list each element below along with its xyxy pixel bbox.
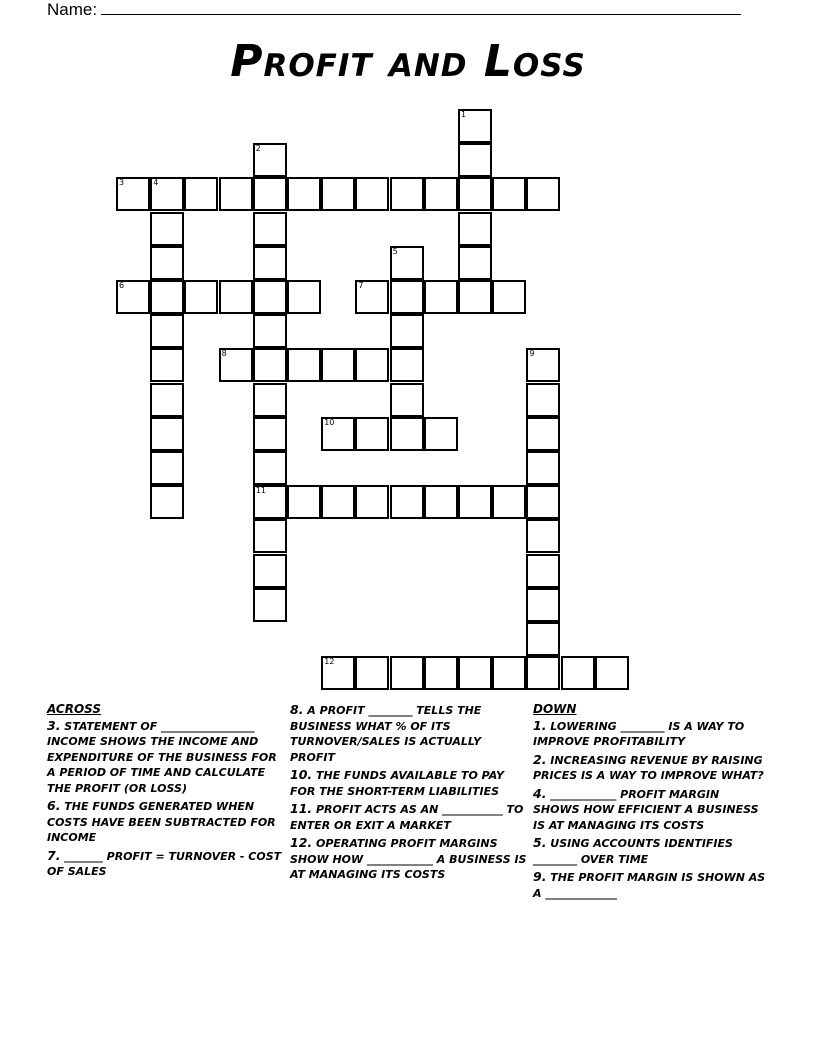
grid-cell[interactable] bbox=[321, 348, 355, 382]
grid-cell[interactable] bbox=[150, 485, 184, 519]
grid-cell[interactable] bbox=[150, 383, 184, 417]
grid-cell[interactable] bbox=[116, 280, 150, 314]
grid-cell[interactable] bbox=[390, 348, 424, 382]
grid-cell[interactable] bbox=[150, 246, 184, 280]
grid-cell[interactable] bbox=[253, 451, 287, 485]
grid-cell[interactable] bbox=[424, 656, 458, 690]
clue-number: 1 bbox=[461, 110, 467, 119]
grid-cell[interactable] bbox=[150, 177, 184, 211]
grid-cell[interactable] bbox=[458, 109, 492, 143]
grid-cell[interactable] bbox=[184, 280, 218, 314]
grid-cell[interactable] bbox=[595, 656, 629, 690]
clue-number: 5 bbox=[392, 246, 398, 256]
clue-number: 7 bbox=[358, 281, 364, 290]
grid-cell[interactable] bbox=[150, 280, 184, 314]
grid-cell[interactable] bbox=[253, 588, 287, 622]
grid-cell[interactable] bbox=[253, 348, 287, 382]
clue-across-7: 7. _______ PROFIT = TURNOVER - COST OF SALES bbox=[47, 847, 282, 878]
clue-number: 9 bbox=[529, 349, 535, 359]
grid-cell[interactable] bbox=[458, 656, 492, 690]
grid-cell[interactable] bbox=[355, 485, 389, 519]
grid-cell[interactable] bbox=[355, 177, 389, 211]
grid-cell[interactable] bbox=[526, 485, 560, 519]
clue-across-10: 10. THE FUNDS AVAILABLE TO PAY FOR THE SHORT-TERM LIABILITIES bbox=[290, 767, 504, 798]
grid-cell[interactable] bbox=[526, 177, 560, 211]
clue-across-6: 6. THE FUNDS GENERATED WHEN COSTS HAVE BEEN SUBTRACTED FOR INCOME bbox=[47, 798, 276, 844]
grid-cell[interactable] bbox=[526, 622, 560, 656]
grid-cell[interactable] bbox=[253, 485, 287, 519]
grid-cell[interactable] bbox=[150, 451, 184, 485]
clue-number: 11 bbox=[255, 486, 266, 496]
grid-cell[interactable] bbox=[355, 417, 389, 451]
grid-cell[interactable] bbox=[253, 417, 287, 451]
grid-cell[interactable] bbox=[150, 417, 184, 451]
grid-cell[interactable] bbox=[458, 212, 492, 246]
clue-number: 2 bbox=[255, 144, 261, 154]
clue-across-12: 12. OPERATING PROFIT MARGINS SHOW HOW ____________ A BUSINESS IS AT MANAGING ITS COSTS bbox=[290, 835, 527, 881]
grid-cell[interactable] bbox=[424, 417, 458, 451]
grid-cell[interactable] bbox=[355, 280, 389, 314]
clue-number: 6 bbox=[119, 281, 125, 290]
grid-cell[interactable] bbox=[150, 314, 184, 348]
grid-cell[interactable] bbox=[526, 588, 560, 622]
grid-cell[interactable] bbox=[184, 177, 218, 211]
clue-number: 10 bbox=[324, 417, 335, 427]
clue-down-5: 5. USING ACCOUNTS IDENTIFIES ________ OVER TIME bbox=[533, 835, 733, 866]
grid-cell[interactable] bbox=[321, 485, 355, 519]
grid-cell[interactable] bbox=[390, 246, 424, 280]
across-heading: ACROSS bbox=[47, 702, 102, 716]
clue-across-3: 3. STATEMENT OF _________________ INCOME SHOWS THE INCOME AND EXPENDITURE OF THE BUSINESS FOR A PERIOD OF TIME AND CALCULATE THE PROFIT (OR LOSS) bbox=[47, 717, 277, 795]
grid-cell[interactable] bbox=[253, 519, 287, 553]
grid-cell[interactable] bbox=[526, 383, 560, 417]
grid-cell[interactable] bbox=[287, 348, 321, 382]
page-title: Profit and Loss bbox=[230, 36, 586, 87]
grid-cell[interactable] bbox=[219, 280, 253, 314]
clue-number: 4 bbox=[153, 178, 159, 188]
grid-cell[interactable] bbox=[390, 177, 424, 211]
grid-cell[interactable] bbox=[561, 656, 595, 690]
clue-number: 3 bbox=[119, 178, 125, 188]
grid-cell[interactable] bbox=[424, 177, 458, 211]
grid-cell[interactable] bbox=[526, 451, 560, 485]
down-clues bbox=[533, 702, 768, 903]
grid-cell[interactable] bbox=[492, 177, 526, 211]
grid-cell[interactable] bbox=[526, 656, 560, 690]
grid-cell[interactable] bbox=[321, 656, 355, 690]
grid-cell[interactable] bbox=[526, 554, 560, 588]
grid-cell[interactable] bbox=[390, 383, 424, 417]
grid-cell[interactable] bbox=[424, 485, 458, 519]
grid-cell[interactable] bbox=[458, 177, 492, 211]
clue-across-11: 11. PROFIT ACTS AS AN ___________ TO ENTER OR EXIT A MARKET bbox=[290, 801, 524, 832]
grid-cell[interactable] bbox=[390, 656, 424, 690]
grid-cell[interactable] bbox=[355, 656, 389, 690]
grid-cell[interactable] bbox=[458, 485, 492, 519]
grid-cell[interactable] bbox=[219, 177, 253, 211]
grid-cell[interactable] bbox=[390, 485, 424, 519]
grid-cell[interactable] bbox=[219, 348, 253, 382]
clue-down-2: 2. INCREASING REVENUE BY RAISING PRICES IS A WAY TO IMPROVE WHAT? bbox=[533, 751, 764, 782]
grid-cell[interactable] bbox=[390, 280, 424, 314]
grid-cell[interactable] bbox=[526, 348, 560, 382]
grid-cell[interactable] bbox=[458, 246, 492, 280]
grid-cell[interactable] bbox=[253, 314, 287, 348]
grid-cell[interactable] bbox=[116, 177, 150, 211]
clue-down-1: 1. LOWERING ________ IS A WAY TO IMPROVE PROFITABILITY bbox=[533, 717, 745, 748]
grid-cell[interactable] bbox=[150, 348, 184, 382]
grid-cell[interactable] bbox=[287, 177, 321, 211]
grid-cell[interactable] bbox=[492, 280, 526, 314]
grid-cell[interactable] bbox=[253, 383, 287, 417]
grid-cell[interactable] bbox=[150, 212, 184, 246]
grid-cell[interactable] bbox=[253, 554, 287, 588]
down-heading: DOWN bbox=[533, 702, 577, 716]
across-clues-continued bbox=[290, 702, 528, 885]
grid-cell[interactable] bbox=[355, 348, 389, 382]
clue-down-9: 9. THE PROFIT MARGIN IS SHOWN AS A _____________ bbox=[533, 869, 766, 900]
clue-down-4: 4. ____________ PROFIT MARGIN SHOWS HOW EFFICIENT A BUSINESS IS AT MANAGING ITS COSTS bbox=[533, 785, 759, 832]
grid-cell[interactable] bbox=[526, 417, 560, 451]
grid-cell[interactable] bbox=[287, 485, 321, 519]
grid-cell[interactable] bbox=[492, 656, 526, 690]
grid-cell[interactable] bbox=[287, 280, 321, 314]
grid-cell[interactable] bbox=[321, 177, 355, 211]
grid-cell[interactable] bbox=[458, 280, 492, 314]
grid-cell[interactable] bbox=[253, 143, 287, 177]
grid-cell[interactable] bbox=[424, 280, 458, 314]
grid-cell[interactable] bbox=[253, 246, 287, 280]
grid-cell[interactable] bbox=[492, 485, 526, 519]
grid-cell[interactable] bbox=[321, 417, 355, 451]
clue-number: 12 bbox=[324, 657, 335, 667]
across-clues bbox=[47, 702, 282, 882]
name-label: Name: bbox=[47, 0, 98, 19]
grid-cell[interactable] bbox=[390, 314, 424, 348]
grid-cell[interactable] bbox=[253, 280, 287, 314]
grid-cell[interactable] bbox=[253, 177, 287, 211]
grid-cell[interactable] bbox=[253, 212, 287, 246]
grid-cell[interactable] bbox=[458, 143, 492, 177]
clue-across-8: 8. A PROFIT ________ TELLS THE BUSINESS WHAT % OF ITS TURNOVER/SALES IS ACTUALLY PROFIT bbox=[290, 702, 482, 764]
clue-number: 8 bbox=[221, 349, 227, 359]
grid-cell[interactable] bbox=[390, 417, 424, 451]
grid-cell[interactable] bbox=[526, 519, 560, 553]
